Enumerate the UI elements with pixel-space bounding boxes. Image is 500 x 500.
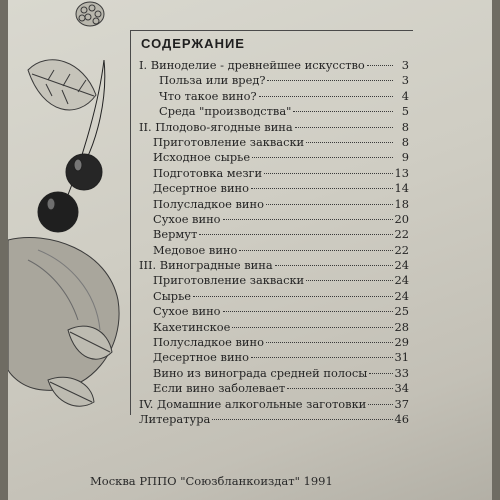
toc-entry	[133, 197, 411, 212]
toc-entry-page: 3	[401, 73, 409, 88]
toc-entry	[133, 150, 411, 165]
dot-leader	[306, 142, 393, 143]
book-page	[8, 0, 492, 500]
dot-leader	[369, 373, 392, 374]
dot-leader	[259, 96, 393, 97]
toc-entry-label: Сухое вино	[153, 211, 221, 226]
dot-leader	[264, 173, 392, 174]
toc-entry-page: 14	[394, 181, 409, 196]
toc-entry	[133, 243, 411, 258]
toc-entry-page: 4	[401, 88, 409, 103]
toc-entry-label: Исходное сырье	[153, 150, 251, 165]
toc-entry-label: Полусладкое вино	[153, 196, 264, 211]
toc-entry-page: 25	[394, 304, 409, 319]
toc-entry-label: IV. Домашние алкогольные заготовки	[139, 396, 367, 411]
toc-entry-label: Вино из винограда средней полосы	[153, 365, 368, 380]
fruit-illustration	[8, 0, 128, 440]
toc-entry-label: Подготовка мезги	[153, 165, 263, 180]
toc-entry-label: Вермут	[153, 227, 198, 242]
publisher-imprint: Москва РППО "Союзбланкоиздат" 1991	[90, 474, 333, 488]
toc-entry	[133, 412, 411, 427]
dot-leader	[223, 311, 393, 312]
toc-entry-page: 5	[401, 104, 409, 119]
dot-leader	[266, 204, 393, 205]
toc-entry-label: Литература	[139, 411, 211, 426]
dot-leader	[252, 157, 393, 158]
toc-entry-page: 28	[394, 319, 409, 334]
toc-entry	[133, 320, 411, 335]
pear-icon	[8, 238, 119, 391]
toc-entry	[133, 381, 411, 396]
toc-entry-page: 13	[394, 165, 409, 180]
toc-entry-page: 24	[394, 258, 409, 273]
toc-entry	[133, 181, 411, 196]
toc-entry-page: 3	[401, 58, 409, 72]
toc-entry	[133, 350, 411, 365]
toc-entry-page: 31	[394, 350, 409, 365]
toc-entry-page: 46	[394, 411, 409, 426]
table-of-contents	[133, 58, 411, 427]
toc-entry	[133, 366, 411, 381]
toc-entry	[133, 212, 411, 227]
dot-leader	[193, 296, 392, 297]
toc-entry	[133, 258, 411, 273]
toc-entry-label: II. Плодово-ягодные вина	[139, 119, 293, 134]
toc-entry-page: 37	[394, 396, 409, 411]
toc-title: СОДЕРЖАНИЕ	[141, 36, 245, 51]
toc-entry-label: Что такое вино?	[159, 88, 257, 103]
toc-entry	[133, 227, 411, 242]
toc-entry	[133, 273, 411, 288]
dot-leader	[199, 234, 392, 235]
dot-leader	[368, 404, 392, 405]
dot-leader	[251, 357, 393, 358]
toc-entry-page: 20	[394, 211, 409, 226]
toc-entry	[133, 73, 411, 88]
toc-entry-page: 24	[394, 273, 409, 288]
dot-leader	[267, 80, 393, 81]
toc-entry	[133, 335, 411, 350]
dot-leader	[212, 419, 392, 420]
toc-entry-page: 8	[401, 134, 409, 149]
toc-entry-page: 22	[394, 227, 409, 242]
dot-leader	[295, 127, 393, 128]
toc-entry-label: III. Виноградные вина	[139, 258, 273, 273]
toc-entry	[133, 135, 411, 150]
toc-entry-label: Десертное вино	[153, 181, 249, 196]
dot-leader	[293, 111, 393, 112]
toc-entry-label: Приготовление закваски	[153, 273, 305, 288]
toc-entry	[133, 397, 411, 412]
dot-leader	[251, 188, 393, 189]
dot-leader	[232, 327, 392, 328]
toc-entry	[133, 58, 411, 73]
toc-entry-label: Кахетинское	[153, 319, 231, 334]
dot-leader	[239, 250, 392, 251]
raspberry-icon	[76, 2, 104, 26]
toc-entry-label: Среда "производства"	[159, 104, 292, 119]
leaf-icon	[28, 60, 96, 110]
toc-entry	[133, 166, 411, 181]
toc-entry	[133, 89, 411, 104]
dot-leader	[287, 388, 392, 389]
dot-leader	[367, 65, 393, 66]
toc-entry-page: 34	[394, 381, 409, 396]
toc-entry	[133, 289, 411, 304]
toc-entry-label: Польза или вред?	[159, 73, 266, 88]
toc-entry-label: I. Виноделие - древнейшее искусство	[139, 58, 365, 72]
toc-entry-label: Полусладкое вино	[153, 335, 264, 350]
toc-entry-page: 18	[394, 196, 409, 211]
dot-leader	[223, 219, 393, 220]
toc-entry	[133, 120, 411, 135]
toc-entry-page: 22	[394, 242, 409, 257]
toc-entry-page: 24	[394, 288, 409, 303]
toc-entry-label: Медовое вино	[153, 242, 238, 257]
toc-entry-label: Сухое вино	[153, 304, 221, 319]
dot-leader	[275, 265, 393, 266]
toc-entry-label: Сырье	[153, 288, 192, 303]
dot-leader	[306, 280, 392, 281]
toc-entry-label: Если вино заболевает	[153, 381, 286, 396]
toc-entry-label: Десертное вино	[153, 350, 249, 365]
toc-entry-page: 9	[401, 150, 409, 165]
toc-entry-page: 33	[394, 365, 409, 380]
toc-entry	[133, 104, 411, 119]
toc-entry-page: 29	[394, 335, 409, 350]
toc-entry-page: 8	[401, 119, 409, 134]
toc-entry	[133, 304, 411, 319]
toc-entry-label: Приготовление закваски	[153, 134, 305, 149]
dot-leader	[266, 342, 393, 343]
